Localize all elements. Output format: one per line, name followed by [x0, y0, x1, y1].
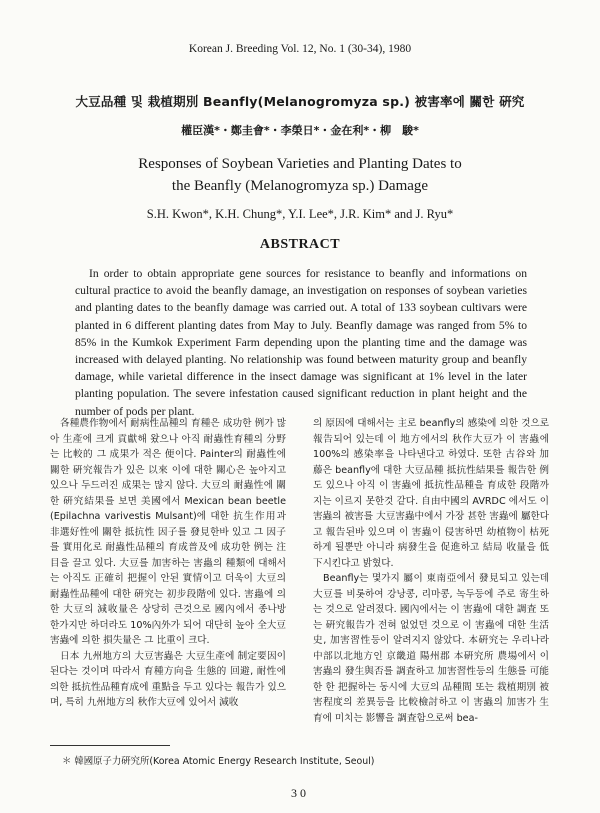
footnote-divider: [50, 745, 170, 746]
korean-title: 大豆品種 및 栽植期別 Beanfly(Melanogromyza sp.) 被害率에 關한 硏究: [75, 94, 525, 109]
body-column-right: [313, 416, 549, 726]
body-column-left: [50, 416, 286, 711]
english-title: [0, 153, 600, 197]
english-authors: S.H. Kwon*, K.H. Chung*, Y.I. Lee*, J.R. Kim* and J. Ryu*: [146, 207, 454, 221]
body-paragraph: 의 原因에 대해서는 主로 beanfly의 感染에 의한 것으로 報告되어 있는데 이 地方에서의 秋作大豆가 이 害蟲에 100%의 感染率을 나타낸다고 하였다. 또한 古谷와 加藤은 beanfly에 대한 大豆品種 抵抗性結果를 報告한 例도 있으나 아직 이 害蟲에 抵抗性品種을 育成한 段階까지는 이르지 못한것 같다. 自由中國의 AVRDC 에서도 이 害蟲의 被害를 大豆害蟲中에서 가장 甚한 害蟲에 屬한다고 報告된바 있으며 이 害蟲이 侵害하면 幼植物이 枯死하게 될뿐만 아니라 病發生을 促進하고 結局 收量을 低下시킨다고 밝혔다.: [313, 418, 549, 569]
journal-header: Korean J. Breeding Vol. 12, No. 1 (30-34), 1980: [188, 43, 412, 55]
body-paragraph: 日本 九州地方의 大豆害蟲은 大豆生產에 制定要因이 된다는 것이며 따라서 育種方向을 生態的 回避, 耐性에 의한 抵抗性品種育成에 重點을 두고 있다는 報告가 있으며, 특히 九州地方의 秋作大豆에 있어서 減收: [50, 650, 286, 708]
english-title-line-1: Responses of Soybean Varieties and Planting Dates to: [138, 156, 462, 172]
korean-authors: 權臣漢*・鄭圭會*・李榮日*・金在利*・柳 駿*: [181, 124, 419, 137]
abstract-heading: ABSTRACT: [259, 237, 341, 252]
footnote: ＊ 韓國原子力硏究所(Korea Atomic Energy Research Institute, Seoul): [62, 756, 375, 767]
body-paragraph: Beanfly는 몇가지 屬이 東南亞에서 發見되고 있는데 大豆를 비롯하여 강낭콩, 리마콩, 녹두등에 주로 寄生하는 것으로 알려졌다. 國內에서는 이 害蟲에 대한 調査 또는 硏究報告가 전혀 없었던 것으로 이 害蟲에 대한 生活史, 加害習性등이 알려지지 않았다. 本硏究는 우리나라 中部以北地方인 京畿道 陽州郡 本硏究所 農場에서 이 害蟲의 發生與否를 調査하고 加害習性등의 生態를 可能한 한 把握하는 동시에 大豆의 品種間 또는 栽植期別 被害程度의 差異등을 比較檢討하고 이 害蟲의 加害가 生育에 미치는 影響을 調査함으로써 bea-: [313, 573, 549, 724]
abstract-body: In order to obtain appropriate gene sources for resistance to beanfly and informations on cultural practice to avoid the beanfly damage, an investigation on responses of soybean varieties and planting dates to the beanfly damage was carried out. A total of 133 soybean cultivars were planted in 6 different planting dates from May to July. Beanfly damage was ranged from 5% to 85% in the Kumkok Experiment Farm depending upon the planting time and the damage was increased with delayed planting. No relationship was found between maturity group and beanfly damage, while varietal difference in the insect damage was significant at 1% level in the later planting population. The severe infestation caused significant reduction in plant height and the number of pods per plant.: [75, 267, 527, 418]
english-title-line-2: the Beanfly (Melanogromyza sp.) Damage: [171, 178, 429, 194]
body-paragraph: 各種農作物에서 耐病性品種의 育種은 成功한 例가 많아 生產에 크게 貢獻해 왔으나 아직 耐蟲性育種의 分野는 比較的 그 成果가 적은 便이다. Painter의 耐蟲性에 關한 硏究報告가 있은 以來 이에 대한 關心은 높아지고 있으나 두드러진 成果는 많지 않다. 大豆의 耐蟲性에 關한 硏究結果를 보면 美國에서 Mexican bean beetle (Epilachna varivestis Mulsant)에 대한 抗生作用과 非選好性에 關한 抵抗性 因子를 發見한바 있고 그 因子를 實用化로 耐蟲性品種의 育成普及에 成功한 例는 注目을 끌고 있다. 大豆를 加害하는 害蟲의 種類에 대해서는 아직도 正確히 把握이 안된 實情이고 더욱이 大豆의 耐蟲性品種에 대한 硏究는 初步段階에 있다. 害蟲에 의한 大豆의 減收量은 상당히 큰것으로 國內에서 종나방 한가지만 하더라도 10%內外가 되어 대단히 높아 全大豆害蟲에 의한 損失量은 그 比重이 크다.: [50, 418, 286, 646]
page-number: 30: [291, 786, 309, 800]
